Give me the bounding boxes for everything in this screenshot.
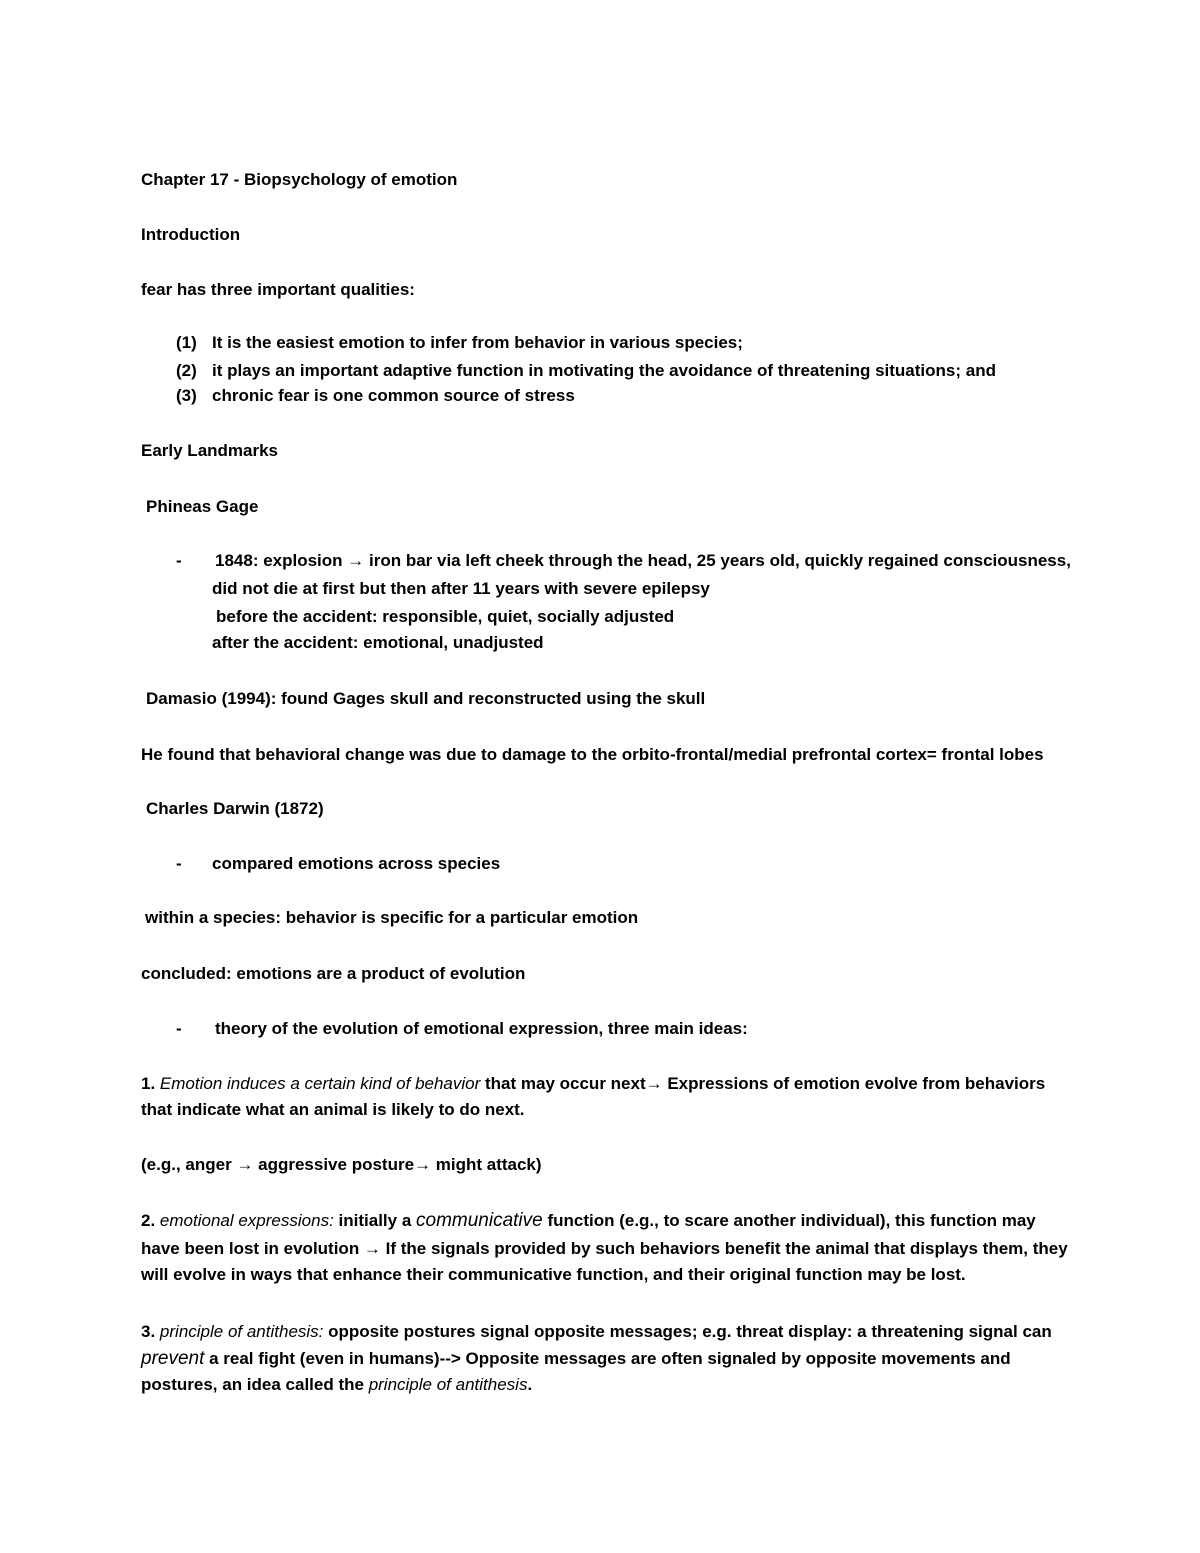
idea-2-italic: emotional expressions: [159, 1211, 334, 1230]
gage-line-4: after the accident: emotional, unadjusted [212, 633, 544, 652]
early-landmarks-heading: Early Landmarks [141, 441, 279, 460]
list-item: It is the easiest emotion to infer from behavior in various species; [212, 333, 743, 352]
damasio-finding-text: He found that behavioral change was due to damage to the orbito-frontal/medial prefrontal cortex= frontal lobes [141, 745, 1044, 764]
chapter-title: Chapter 17 - Biopsychology of emotion [141, 170, 458, 189]
idea-2-rest: function (e.g., to scare another individual), this function may [542, 1211, 1036, 1230]
idea-1-rest: that may occur next→ Expressions of emotion evolve from behaviors [480, 1074, 1046, 1093]
idea-1-line-2: that indicate what an animal is likely to do next. [141, 1100, 525, 1119]
list-item-number: (1) [176, 333, 197, 352]
damasio-text: Damasio (1994): found Gages skull and reconstructed using the skull [146, 689, 706, 708]
gage-line-2: did not die at first but then after 11 years with severe epilepsy [212, 579, 710, 598]
idea-3-number: 3. [141, 1322, 156, 1341]
idea-2-line-3: will evolve in ways that enhance their communicative function, and their original function may be lost. [141, 1265, 966, 1284]
list-item-number: (2) [176, 361, 197, 380]
idea-3-prevent: prevent [141, 1348, 205, 1369]
gage-line-3: before the accident: responsible, quiet, socially adjusted [216, 607, 675, 626]
idea-2-communicative: communicative [416, 1210, 543, 1231]
phineas-gage-heading: Phineas Gage [146, 497, 259, 516]
idea-2-mid: initially a [333, 1211, 416, 1230]
darwin-within-text: within a species: behavior is specific for a particular emotion [145, 908, 639, 927]
darwin-compared-text: compared emotions across species [212, 854, 501, 873]
fear-intro-text: fear has three important qualities: [141, 280, 415, 299]
list-item-number: (3) [176, 386, 197, 405]
idea-3-line-3 [141, 1374, 532, 1396]
darwin-heading: Charles Darwin (1872) [146, 799, 324, 818]
idea-1-line-1 [141, 1073, 1045, 1095]
list-item: chronic fear is one common source of stress [212, 386, 575, 405]
bullet-dash: - [176, 551, 182, 570]
bullet-dash: - [176, 1019, 182, 1038]
idea-2-number: 2. [141, 1211, 156, 1230]
idea-3-line-3-end: . [527, 1375, 533, 1394]
idea-1-number: 1. [141, 1074, 156, 1093]
list-item: it plays an important adaptive function in motivating the avoidance of threatening situations; and [212, 361, 996, 380]
introduction-heading: Introduction [141, 225, 241, 244]
idea-1-example: (e.g., anger → aggressive posture→ might attack) [141, 1155, 542, 1174]
idea-3-rest: opposite postures signal opposite messages; e.g. threat display: a threatening signal can [323, 1322, 1052, 1341]
idea-2-line-2: have been lost in evolution → If the signals provided by such behaviors benefit the animal that displays them, they [141, 1239, 1068, 1258]
idea-3-line-3-italic: principle of antithesis [368, 1375, 528, 1394]
gage-line-1: 1848: explosion → iron bar via left cheek through the head, 25 years old, quickly regained consciousness, [215, 551, 1071, 570]
idea-3-line-1 [141, 1321, 1052, 1343]
idea-3-line-3-start: postures, an idea called the [141, 1375, 369, 1394]
idea-2-line-1 [141, 1210, 1036, 1232]
idea-3-line-2 [141, 1348, 1011, 1370]
darwin-concluded-text: concluded: emotions are a product of evolution [141, 964, 526, 983]
bullet-dash: - [176, 854, 182, 873]
idea-3-line-2-rest: a real fight (even in humans)--> Opposite messages are often signaled by opposite movements and [204, 1349, 1011, 1368]
darwin-theory-text: theory of the evolution of emotional expression, three main ideas: [215, 1019, 748, 1038]
idea-1-italic: Emotion induces a certain kind of behavior [159, 1074, 481, 1093]
idea-3-italic: principle of antithesis: [159, 1322, 324, 1341]
